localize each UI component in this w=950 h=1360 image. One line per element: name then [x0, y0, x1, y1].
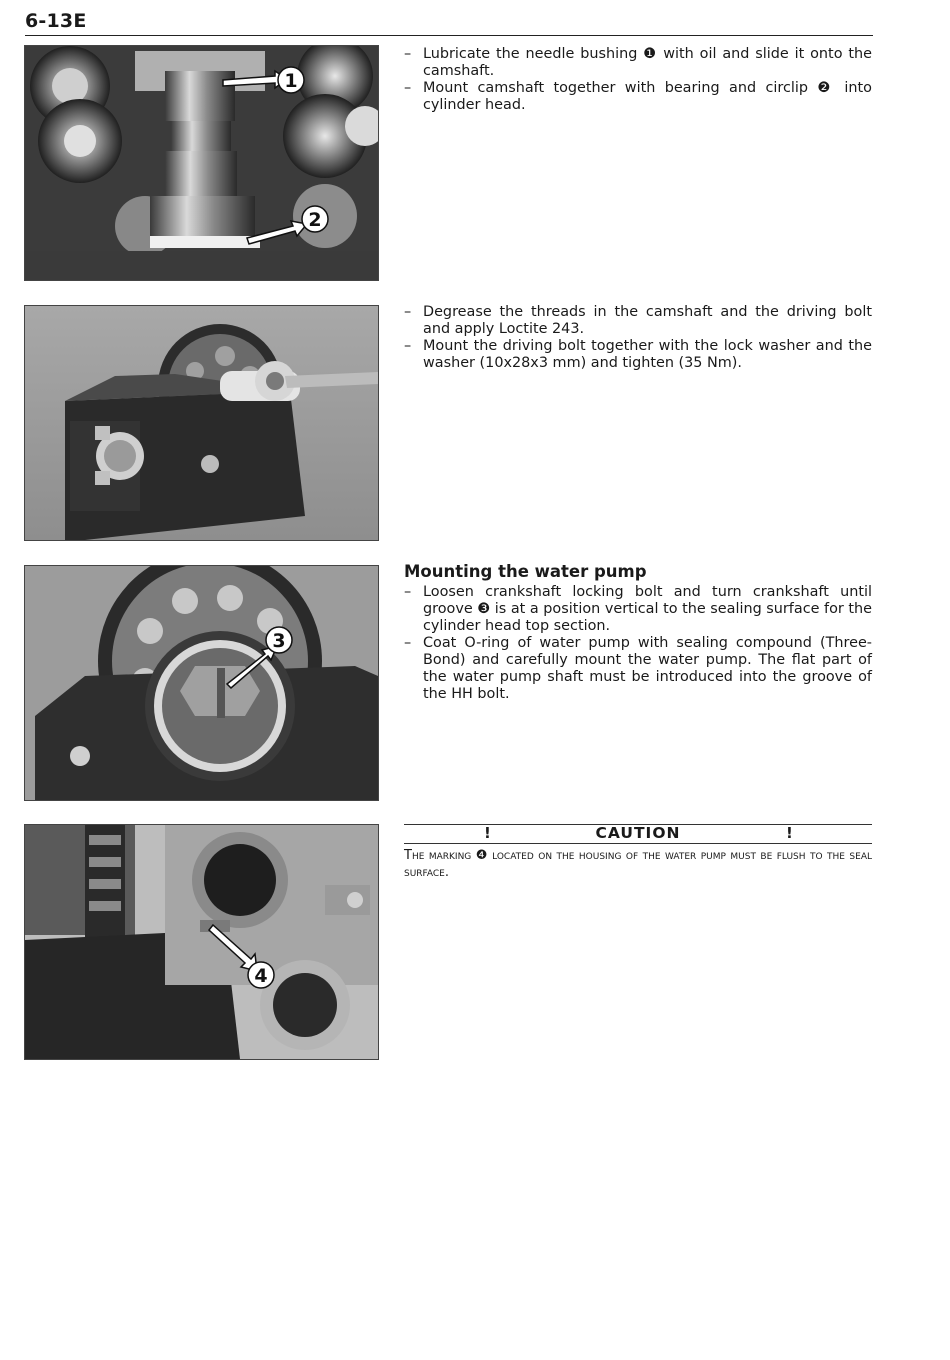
- caution-text: The marking ❹ located on the housing of the water pump must be flush to the seal surface.: [404, 848, 872, 880]
- crankshaft-groove-photo: [24, 565, 379, 801]
- caution-banner: [404, 824, 872, 844]
- section-3-text: [404, 562, 872, 703]
- svg-text:4: 4: [254, 965, 268, 987]
- page-number: 6-13E: [25, 10, 87, 32]
- camshaft-needle-bushing-photo: [24, 45, 379, 281]
- caution-exclamation-icon: !: [484, 824, 491, 842]
- step-item: – Degrease the threads in the camshaft and the driving bolt and apply Loctite 243.: [404, 304, 872, 337]
- section-1-text: [404, 46, 872, 114]
- step-item: – Mount the driving bolt together with the lock washer and the washer (10x28x3 mm) and tighten (35 Nm).: [404, 338, 872, 371]
- step-item: – Mount camshaft together with bearing and circlip ❷ into cylinder head.: [404, 80, 872, 113]
- crankshaft-photo-illustration: [25, 566, 378, 800]
- svg-text:3: 3: [272, 630, 286, 652]
- driving-bolt-torque-photo: [24, 305, 379, 541]
- camshaft-photo-illustration: [25, 46, 378, 280]
- step-item: – Coat O-ring of water pump with sealing compound (Three-Bond) and carefully mount the water pump. The flat part of the water pump shaft must be introduced into the groove of the HH bolt.: [404, 635, 872, 702]
- caution-exclamation-icon: !: [786, 824, 793, 842]
- step-item: – Lubricate the needle bushing ❶ with oil and slide it onto the camshaft.: [404, 46, 872, 79]
- water-pump-photo-illustration: [25, 825, 378, 1059]
- header-rule: [25, 35, 873, 36]
- svg-text:1: 1: [284, 70, 298, 92]
- caution-label: CAUTION: [595, 824, 681, 842]
- torque-photo-illustration: [25, 306, 378, 540]
- step-item: – Loosen crankshaft locking bolt and turn crankshaft until groove ❸ is at a position vertical to the sealing surface for the cylinder head top section.: [404, 584, 873, 634]
- svg-text:2: 2: [308, 209, 322, 231]
- section-2-text: [404, 304, 872, 372]
- section-title: Mounting the water pump: [404, 562, 647, 581]
- water-pump-marking-photo: [24, 824, 379, 1060]
